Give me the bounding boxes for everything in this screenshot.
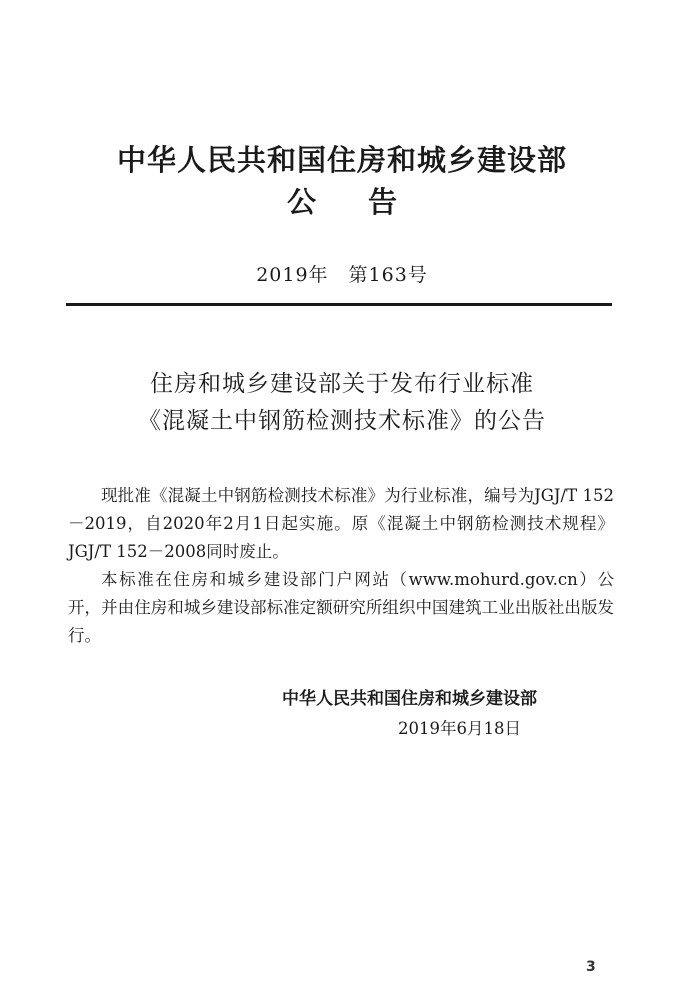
title-line-1: 住房和城乡建设部关于发布行业标准 bbox=[150, 371, 534, 397]
page-number: 3 bbox=[586, 959, 596, 975]
document-number: 2019年 第163号 bbox=[256, 264, 428, 286]
signature-date: 2019年6月18日 bbox=[398, 719, 521, 738]
body-paragraph-2: 本标准在住房和城乡建设部门户网站（www.mohurd.gov.cn）公开，并由住房和城乡建设部标准定额研究所组织中国建筑工业出版社出版发行。 bbox=[68, 570, 614, 645]
document-type-heading: 公告 bbox=[286, 185, 449, 219]
signature-issuer: 中华人民共和国住房和城乡建设部 bbox=[282, 689, 537, 709]
body-paragraph-1: 现批准《混凝土中钢筋检测技术标准》为行业标准，编号为JGJ/T 152－2019，自2020年2月1日起实施。原《混凝土中钢筋检测技术规程》JGJ/T 152－2008同时废止。 bbox=[68, 486, 614, 561]
announcement-title bbox=[0, 366, 684, 440]
announcement-body bbox=[68, 482, 614, 650]
title-line-2: 《混凝土中钢筋检测技术标准》的公告 bbox=[138, 408, 546, 434]
header-divider bbox=[66, 303, 612, 306]
issuing-ministry-heading: 中华人民共和国住房和城乡建设部 bbox=[116, 143, 567, 177]
